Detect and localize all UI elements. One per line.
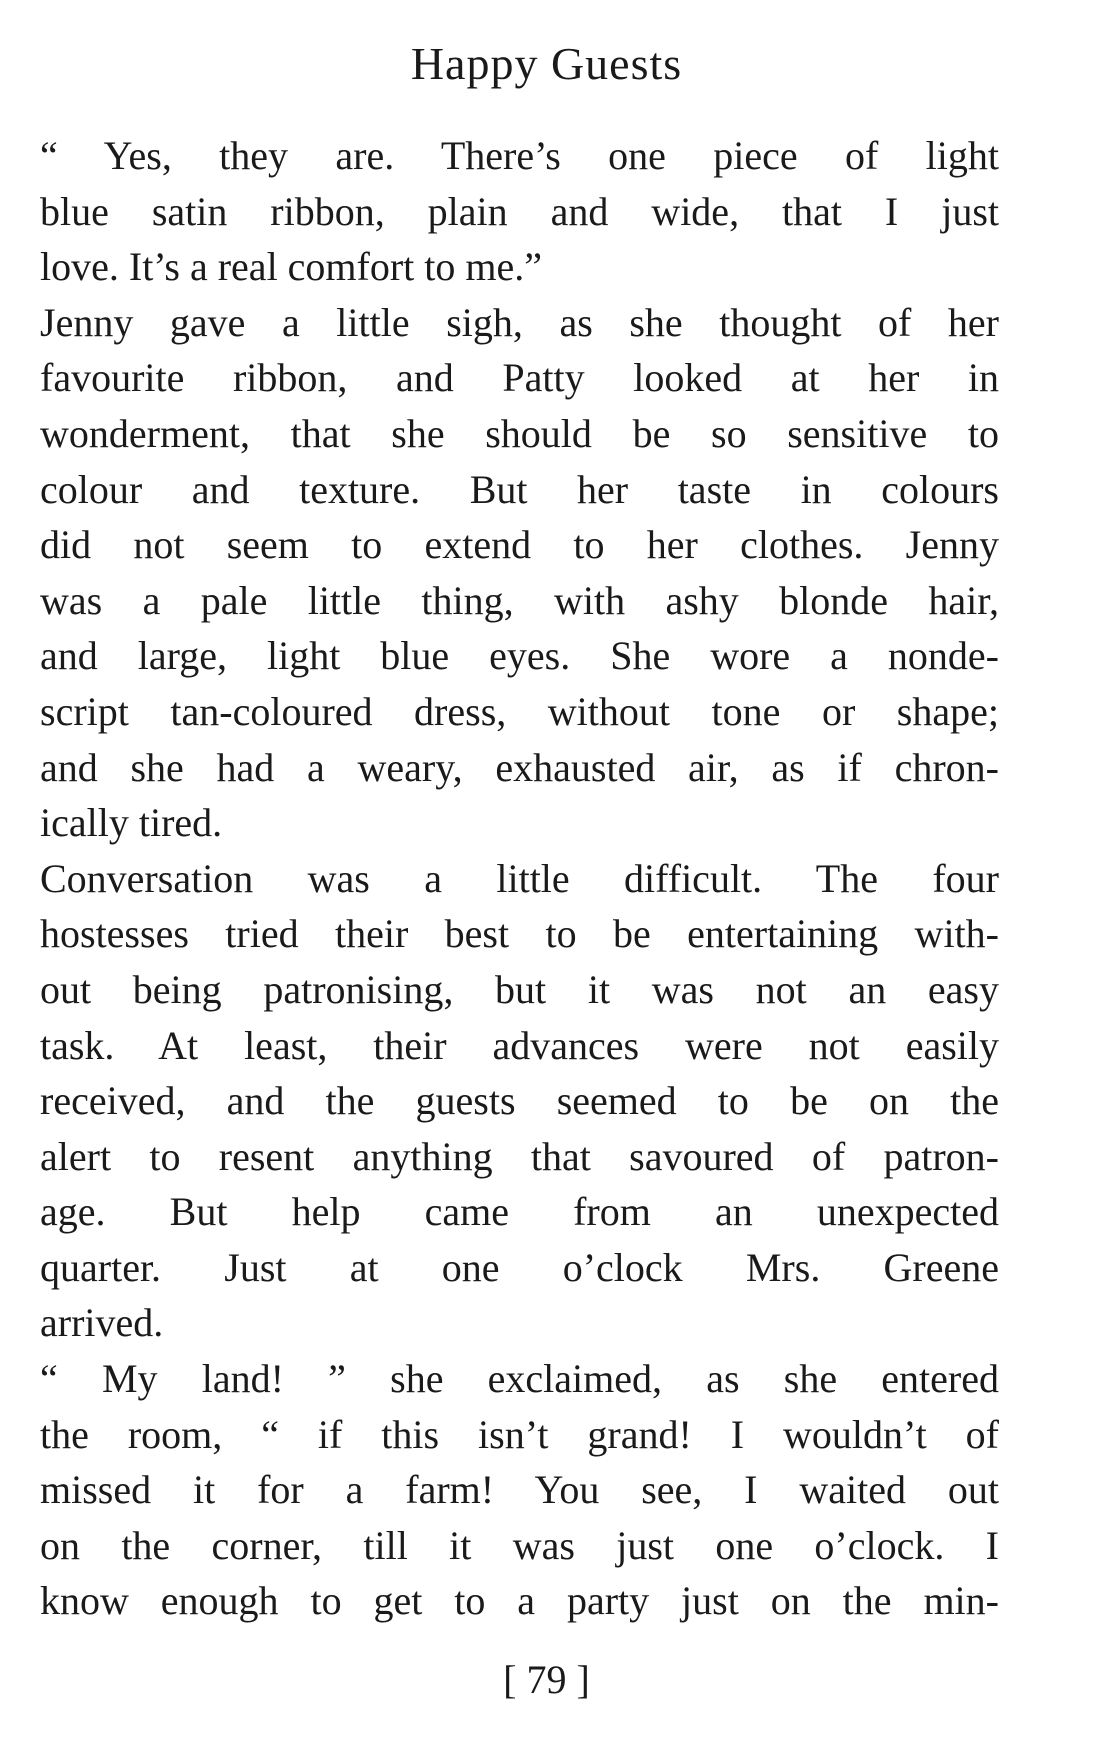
text-line: Conversation was a little difficult. The four — [40, 855, 999, 901]
text-line: wonderment, that she should be so sensitive to — [40, 410, 999, 456]
text-line: quarter. Just at one o’clock Mrs. Greene — [40, 1244, 999, 1290]
text-line: age. But help came from an unexpected — [40, 1189, 999, 1235]
text-line: missed it for a farm! You see, I waited out — [40, 1467, 999, 1513]
text-line: blue satin ribbon, plain and wide, that I just — [40, 188, 999, 234]
text-line: Jenny gave a little sigh, as she thought of her — [40, 299, 999, 345]
text-line: colour and texture. But her taste in colours — [40, 466, 999, 512]
text-line: was a pale little thing, with ashy blonde hair, — [40, 577, 999, 623]
text-line: alert to resent anything that savoured of patron- — [40, 1133, 999, 1179]
text-line: know enough to get to a party just on the min- — [40, 1578, 999, 1624]
text-line: out being patronising, but it was not an easy — [40, 966, 999, 1012]
text-line: love. It’s a real comfort to me.” — [40, 244, 543, 290]
page-number: [ 79 ] — [503, 1657, 590, 1702]
text-line: favourite ribbon, and Patty looked at her in — [40, 355, 999, 401]
text-line: task. At least, their advances were not easily — [40, 1022, 999, 1068]
text-line: received, and the guests seemed to be on the — [40, 1078, 999, 1124]
body-text — [40, 128, 999, 1629]
text-line: did not seem to extend to her clothes. Jenny — [40, 522, 999, 568]
text-line: and she had a weary, exhausted air, as if chron- — [40, 744, 999, 790]
text-line: and large, light blue eyes. She wore a nonde- — [40, 633, 999, 679]
text-line: hostesses tried their best to be entertaining with- — [40, 911, 999, 957]
text-line: arrived. — [40, 1300, 164, 1346]
text-line: the room, “ if this isn’t grand! I wouldn’t of — [40, 1411, 999, 1457]
text-line: “ My land! ” she exclaimed, as she entered — [40, 1356, 999, 1402]
text-line: on the corner, till it was just one o’clock. I — [40, 1522, 999, 1568]
text-line: “ Yes, they are. There’s one piece of light — [40, 133, 999, 178]
text-line: ically tired. — [40, 800, 223, 846]
text-line: script tan-coloured dress, without tone or shape; — [40, 688, 999, 734]
running-head: Happy Guests — [410, 38, 683, 89]
